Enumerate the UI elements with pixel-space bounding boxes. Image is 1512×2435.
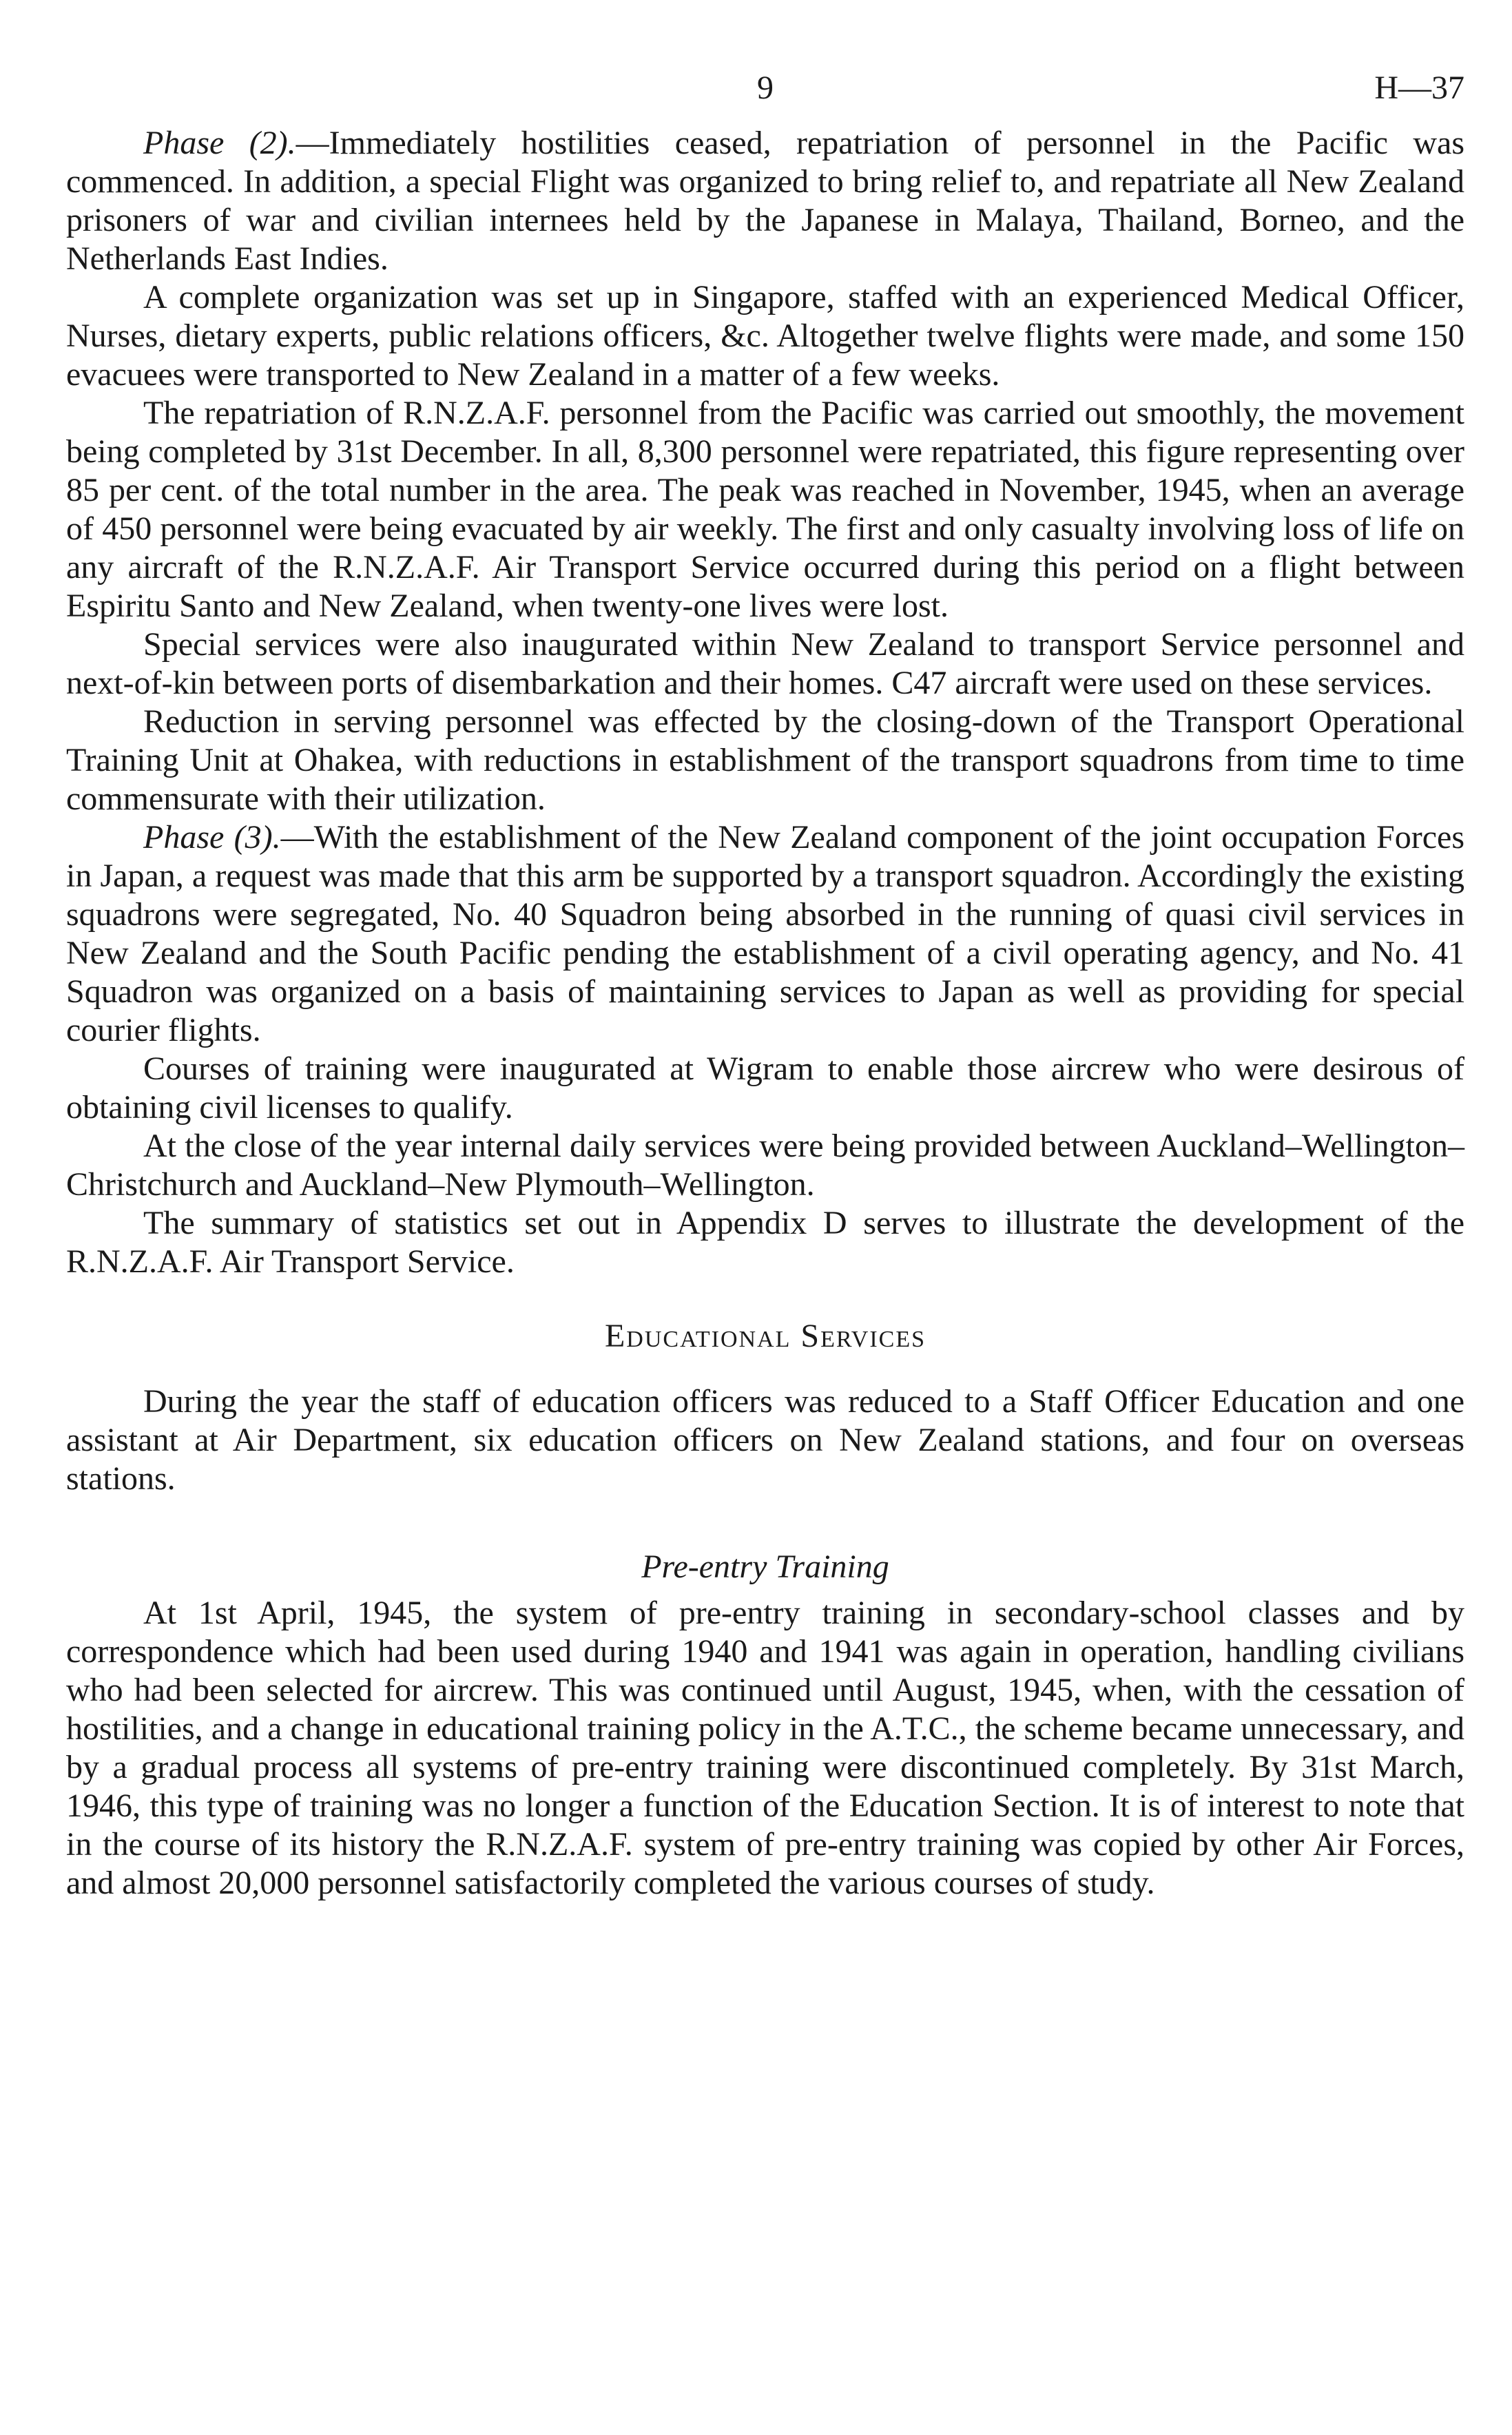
document-page: [66, 41, 1464, 1903]
paragraph-phase-3: [66, 818, 1464, 1050]
paragraph-summary: The summary of statistics set out in Appendix D serves to illustrate the development of the R.N.Z.A.F. Air Transport Service.: [66, 1205, 1464, 1280]
page-number: 9: [757, 70, 774, 106]
section-heading-educational-services: Educational Services: [604, 1318, 926, 1354]
paragraph-singapore: A complete organization was set up in Singapore, staffed with an experienced Medical Officer, Nurses, dietary experts, public relations officers, &c. Altogether twelve flights were made, and some 150 evacuees were transported to New Zealand in a matter of a few weeks.: [66, 279, 1464, 393]
paragraph-pre-entry-history: At 1st April, 1945, the system of pre-entry training in secondary-school classes and by correspondence which had been used during 1940 and 1941 was again in operation, handling civilians who had been selected for aircrew. This was continued until August, 1945, when, with the cessation of hostilities, and a change in educational training policy in the A.T.C., the scheme became unnecessary, and by a gradual process all systems of pre-entry training were discontinued completely. By 31st March, 1946, this type of training was no longer a function of the Education Section. It is of interest to note that in the course of its history the R.N.Z.A.F. system of pre-entry training was copied by other Air Forces, and almost 20,000 personnel satisfactorily completed the various courses of study.: [66, 1595, 1464, 1901]
paragraph-phase-2: [66, 124, 1464, 278]
paragraph-repatriation: The repatriation of R.N.Z.A.F. personnel from the Pacific was carried out smoothly, the movement being completed by 31st December. In all, 8,300 personnel were repatriated, this figure representing over 85 per cent. of the total number in the area. The peak was reached in November, 1945, when an average of 450 personnel were being evacuated by air weekly. The first and only casualty involving loss of life on any aircraft of the R.N.Z.A.F. Air Transport Service occurred during this period on a flight between Espiritu Santo and New Zealand, when twenty-one lives were lost.: [66, 395, 1464, 624]
paragraph-daily-services: At the close of the year internal daily services were being provided between Auckland–Wellington–Christchurch and Auckland–New Plymouth–Wellington.: [66, 1128, 1464, 1203]
paragraph-education-staff: During the year the staff of education officers was reduced to a Staff Officer Education and one assistant at Air Department, six education officers on New Zealand stations, and four on overseas stations.: [66, 1383, 1464, 1497]
paragraph-special-services: Special services were also inaugurated within New Zealand to transport Service personnel and next-of-kin between ports of disembarkation and their homes. C47 aircraft were used on these services.: [66, 626, 1464, 701]
paragraph-courses: Courses of training were inaugurated at Wigram to enable those aircrew who were desirous of obtaining civil licenses to qualify.: [66, 1050, 1464, 1126]
phase-3-text: —With the establishment of the New Zealand component of the joint occupation Forces in Japan, a request was made that this arm be supported by a transport squadron. Accordingly the existing squadrons were segregated, No. 40 Squadron being absorbed in the running of quasi civil services in New Zealand and the South Pacific pending the establishment of a civil operating agency, and No. 41 Squadron was organized on a basis of maintaining services to Japan as well as providing for special courier flights.: [66, 819, 1464, 1048]
paragraph-reduction: Reduction in serving personnel was effected by the closing-down of the Transport Operational Training Unit at Ohakea, with reductions in establishment of the transport squadrons from time to time commensurate with their utilization.: [66, 703, 1464, 817]
document-reference: H—37: [1374, 70, 1464, 106]
phase-3-label: Phase (3).: [143, 819, 281, 856]
phase-2-text: —Immediately hostilities ceased, repatriation of personnel in the Pacific was commenced. In addition, a special Flight was organized to bring relief to, and repatriate all New Zealand prisoners of war and civilian internees held by the Japanese in Malaya, Thailand, Borneo, and the Netherlands East Indies.: [66, 125, 1464, 277]
page-header: [66, 41, 1464, 124]
subheading-pre-entry-training: Pre-entry Training: [641, 1548, 889, 1585]
phase-2-label: Phase (2).: [143, 125, 296, 161]
